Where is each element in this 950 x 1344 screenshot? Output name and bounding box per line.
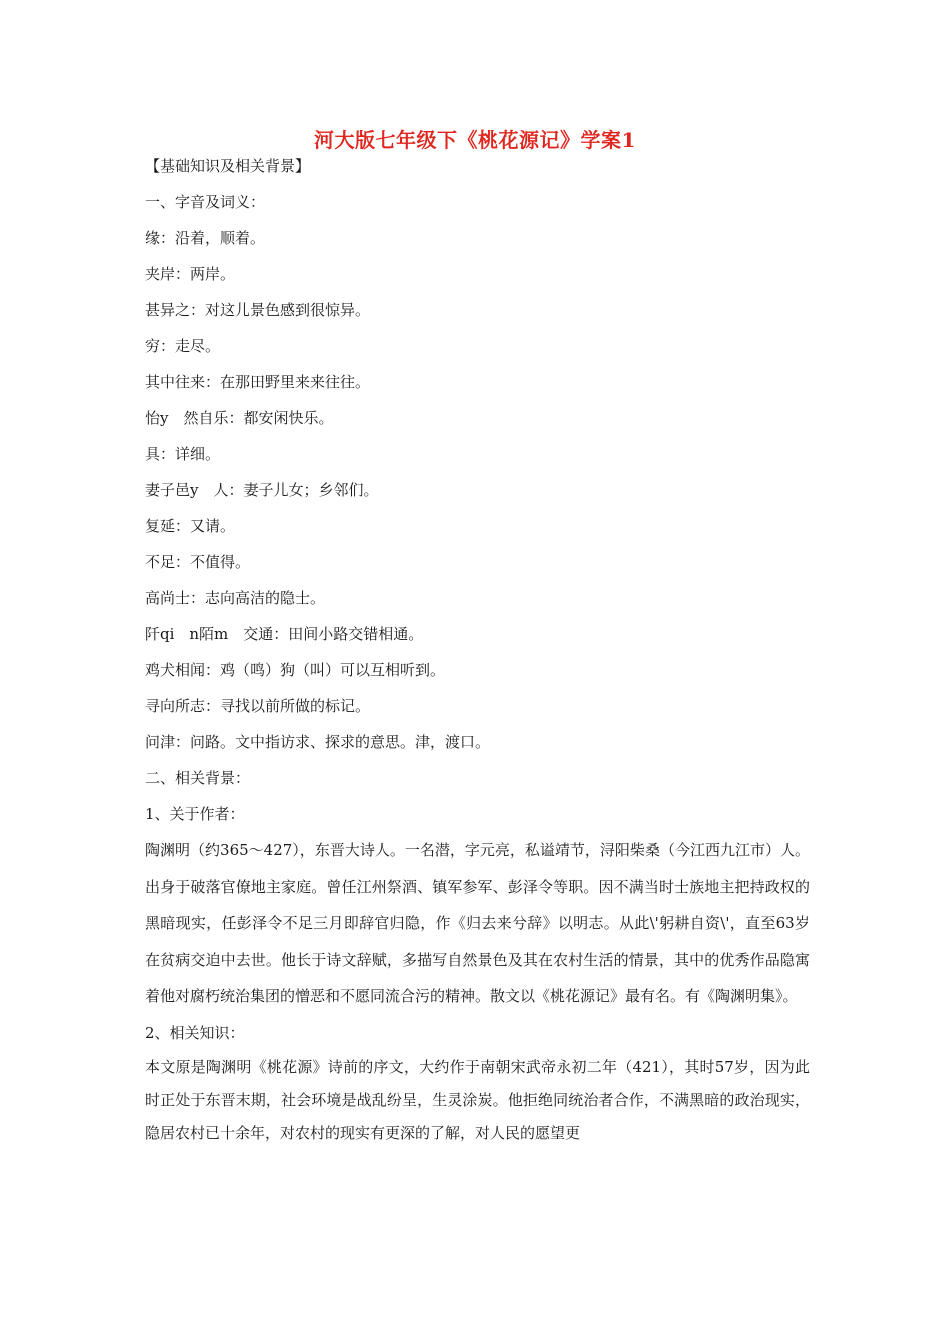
part2-heading: 二、相关背景： [145, 769, 251, 787]
vocab-item: 穷：走尽。 [145, 337, 221, 355]
vocab-item: 甚异之：对这儿景色感到很惊异。 [145, 301, 371, 319]
vocab-item: 复延：又请。 [145, 517, 236, 535]
vocab-item: 不足：不值得。 [145, 553, 251, 571]
knowledge-heading: 2、相关知识： [145, 1023, 245, 1042]
vocab-item: 妻子邑y 人：妻子儿女；乡邻们。 [145, 481, 379, 499]
vocab-item: 其中往来：在那田野里来来往往。 [145, 373, 371, 391]
vocab-item: 怡y 然自乐：都安闲快乐。 [145, 409, 334, 427]
vocab-item: 寻向所志：寻找以前所做的标记。 [145, 697, 371, 715]
part1-heading: 一、字音及词义： [145, 193, 266, 211]
author-paragraph: 陶渊明（约365～427），东晋大诗人。一名潜，字元亮，私谥靖节，浔阳柴桑（今江西九江市）人。出身于破落官僚地主家庭。曾任江州祭酒、镇军参军、彭泽令等职。因不满当时士族地主把持政权的黑暗现实，任彭泽令不足三月即辞官归隐，作《归去来兮辞》以明志。从此\'躬耕自资\'，直至63岁在贫病交迫中去世。他长于诗文辞赋，多描写自然景色及其在农村生活的情景，其中的优秀作品隐寓着他对腐朽统治集团的憎恶和不愿同流合污的精神。散文以《桃花源记》最有名。有《陶渊明集》。 [145, 841, 810, 1005]
document-title: 河大版七年级下《桃花源记》学案1 [314, 128, 636, 152]
knowledge-paragraph: 本文原是陶渊明《桃花源》诗前的序文，大约作于南朝宋武帝永初二年（421），其时57岁，因为此时正处于东晋末期，社会环境是战乱纷呈，生灵涂炭。他拒绝同统治者合作，不满黑暗的政治现实，隐居农村已十余年，对农村的现实有更深的了解，对人民的愿望更 [145, 1057, 810, 1142]
vocab-item: 夹岸：两岸。 [145, 265, 236, 283]
vocab-item: 问津：问路。文中指访求、探求的意思。津，渡口。 [145, 733, 491, 751]
vocab-item: 高尚士：志向高洁的隐士。 [145, 589, 326, 607]
author-heading: 1、关于作者： [145, 805, 245, 823]
document-body [145, 148, 810, 1150]
vocab-item: 缘：沿着，顺着。 [145, 229, 266, 247]
vocab-item: 阡qi n陌m 交通：田间小路交错相通。 [145, 625, 424, 643]
section-header: 【基础知识及相关背景】 [145, 157, 311, 175]
vocab-item: 鸡犬相闻：鸡（鸣）狗（叫）可以互相听到。 [145, 661, 446, 679]
vocab-item: 具：详细。 [145, 445, 221, 463]
